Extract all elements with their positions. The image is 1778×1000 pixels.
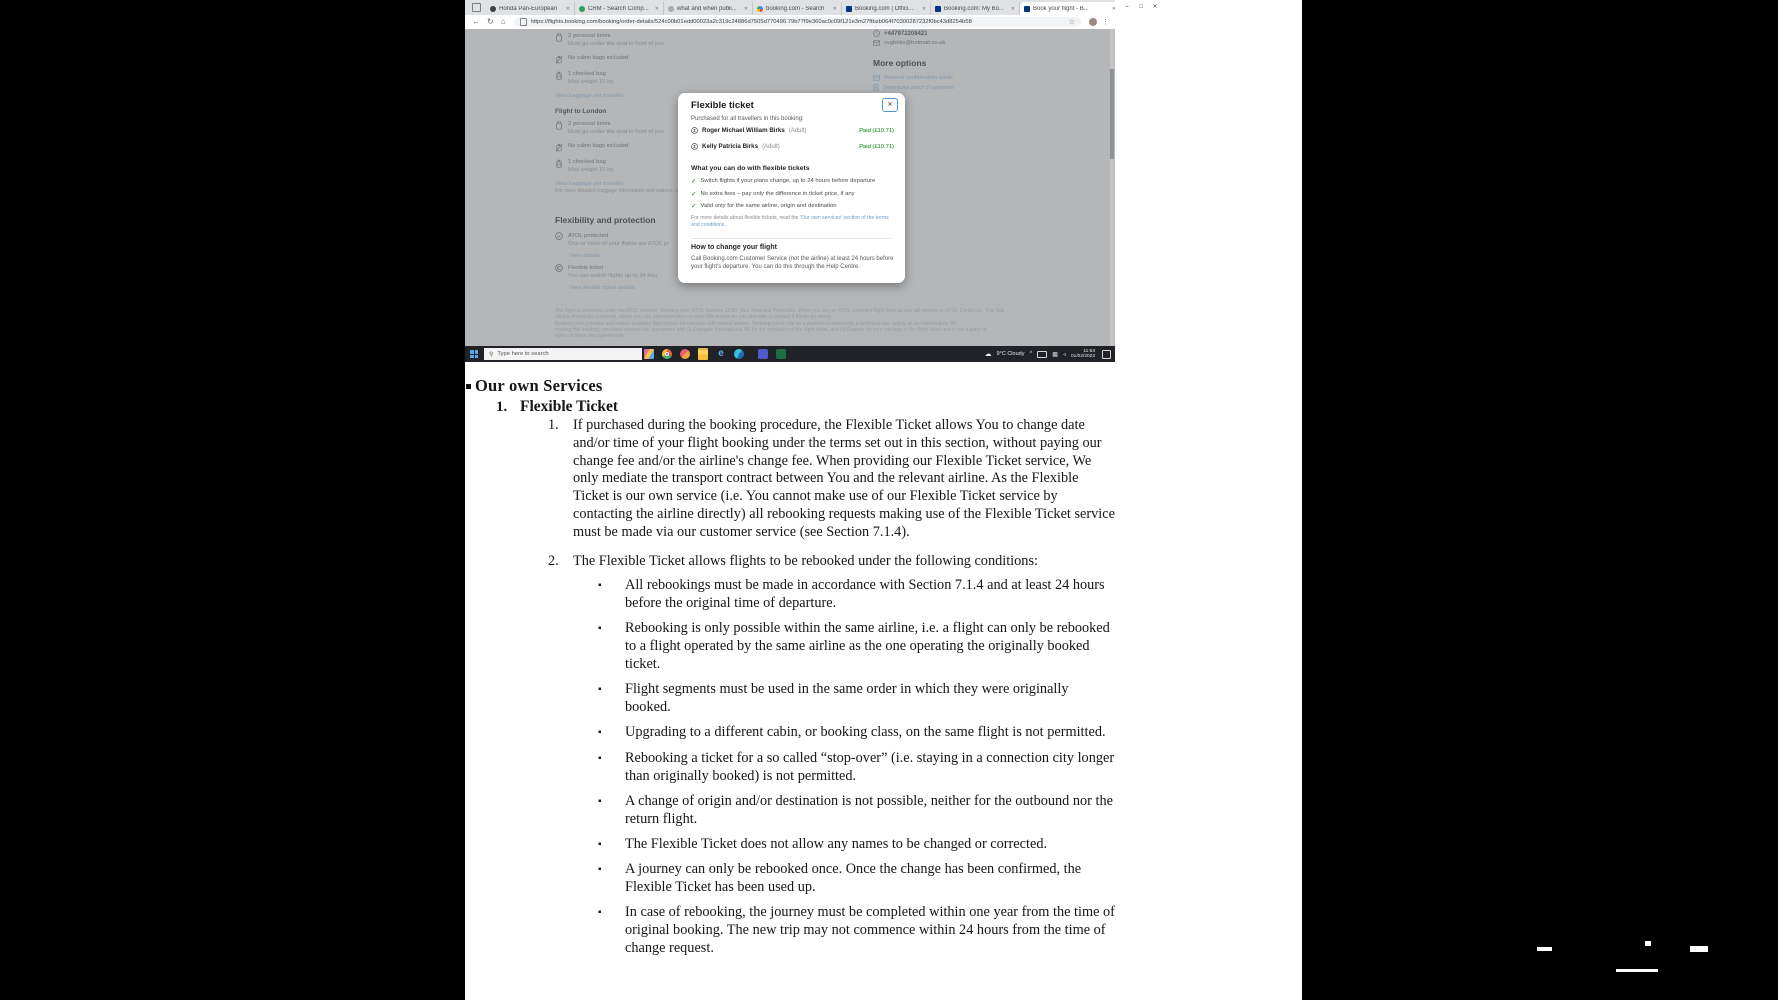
baggage-note: For more detailed baggage information and options, c bbox=[555, 188, 679, 194]
benefit-row bbox=[691, 203, 875, 210]
tab-label: Book your flight - B... bbox=[1033, 5, 1089, 12]
item-title: Flexible Ticket bbox=[520, 398, 619, 415]
action-center-icon[interactable] bbox=[1102, 350, 1111, 359]
bullet-marker: ▪ bbox=[598, 907, 602, 919]
close-button[interactable]: ✕ bbox=[1152, 4, 1158, 10]
network-icon[interactable]: ▩ bbox=[1052, 351, 1058, 358]
email-address: cvgbirks@hotmail.co.uk bbox=[884, 40, 946, 46]
traveller-row bbox=[691, 127, 894, 134]
view-baggage-link[interactable]: View baggage per traveller bbox=[555, 181, 624, 187]
windows-taskbar bbox=[465, 346, 1115, 362]
flex-ticket-icon bbox=[555, 264, 563, 280]
benefit-row bbox=[691, 191, 875, 198]
section-heading: Our own Services bbox=[475, 376, 603, 395]
bullet-marker: ▪ bbox=[598, 838, 602, 850]
browser-screenshot bbox=[465, 0, 1158, 362]
personal-item-icon bbox=[555, 121, 563, 136]
more-option-link[interactable]: Download proof of payment bbox=[883, 84, 954, 91]
receipt-icon bbox=[873, 84, 879, 91]
phone-number: +447972208421 bbox=[884, 30, 928, 37]
phone-row bbox=[873, 30, 1033, 37]
edge-taskbar-icon[interactable] bbox=[734, 349, 744, 359]
condition-text: Rebooking a ticket for a so called “stop-over” (i.e. staying in a connection city longer than originally booked) is not permitted. bbox=[625, 749, 1115, 784]
redaction-mark bbox=[1616, 969, 1658, 972]
tab-close-icon[interactable]: ✕ bbox=[921, 5, 926, 12]
redaction-mark bbox=[1690, 946, 1708, 952]
tab-close-icon[interactable]: ✕ bbox=[832, 5, 837, 12]
section-heading-row bbox=[466, 376, 1302, 396]
baggage-text bbox=[568, 32, 664, 48]
tab-close-icon[interactable]: ✕ bbox=[654, 5, 659, 12]
envelope-icon bbox=[873, 75, 880, 81]
traveller-name: Kelly Patricia Birks bbox=[702, 143, 759, 150]
bullet-marker: ▪ bbox=[598, 684, 602, 696]
condition-bullet bbox=[598, 750, 1302, 786]
condition-bullet bbox=[598, 793, 1302, 829]
no-cabin-bag-icon bbox=[555, 143, 563, 152]
condition-bullet bbox=[598, 861, 1302, 897]
traveller-row bbox=[691, 143, 894, 150]
how-body: Call Booking.com Customer Service (not the airline) at least 24 hours before your flight's departure. You can do this through the Help Centre. bbox=[691, 256, 894, 270]
condition-bullet bbox=[598, 620, 1302, 673]
refresh-icon[interactable]: ↻ bbox=[487, 17, 494, 26]
tray-chevron-icon[interactable]: ^ bbox=[1029, 351, 1033, 357]
bullet-marker: ▪ bbox=[598, 623, 602, 635]
more-option-row bbox=[873, 84, 1033, 91]
profile-avatar[interactable] bbox=[1089, 18, 1097, 26]
terms-paragraph-2 bbox=[548, 553, 1302, 571]
paid-amount: Paid (£10.71) bbox=[859, 127, 894, 134]
bullet-marker: ▪ bbox=[598, 795, 602, 807]
fine-print-line: Booking.com provides and makes available flight tickets for carriage with named airlines. Booking.com's role as a platform is essentially a technical one, acting as an intermediary. By bbox=[555, 320, 957, 327]
person-icon bbox=[691, 127, 698, 134]
condition-bullet bbox=[598, 836, 1302, 854]
contact-column bbox=[873, 30, 1033, 94]
dialog-intro: Purchased for all travellers in this booking: bbox=[691, 116, 804, 122]
more-options-heading: More options bbox=[873, 58, 927, 68]
tab-label: CRM - Search Comp... bbox=[588, 5, 649, 12]
file-explorer-taskbar-icon[interactable] bbox=[698, 348, 708, 360]
baggage-text bbox=[568, 158, 613, 174]
weather-text[interactable]: 9°C Cloudy bbox=[996, 351, 1025, 357]
check-icon: ✓ bbox=[691, 190, 697, 198]
baggage-title: 1 checked bag bbox=[568, 71, 606, 77]
baggage-title: 2 personal items bbox=[568, 33, 611, 39]
baggage-text bbox=[568, 120, 664, 136]
baggage-subtitle: Max weight 10 kg bbox=[568, 79, 614, 85]
traveller-type: (Adult) bbox=[762, 143, 780, 150]
address-bar[interactable] bbox=[514, 17, 1081, 27]
conditions-list bbox=[598, 577, 1302, 957]
dialog-note bbox=[691, 215, 891, 228]
baggage-title: No cabin bags included bbox=[568, 143, 629, 149]
browser-tab-6[interactable] bbox=[931, 2, 1020, 15]
baggage-text bbox=[568, 142, 628, 152]
bullet-marker: ▪ bbox=[598, 864, 602, 876]
bullet-marker: ▪ bbox=[598, 727, 602, 739]
traveller-type: (Adult) bbox=[788, 127, 807, 134]
baggage-text bbox=[568, 70, 613, 86]
tab-favicon bbox=[490, 6, 496, 12]
tab-label: what and when publi... bbox=[677, 5, 737, 12]
taskbar-search[interactable] bbox=[484, 348, 642, 360]
clock-date: 01/02/2023 bbox=[1070, 354, 1095, 359]
browser-viewport bbox=[465, 29, 1115, 346]
fine-print-line: what is financially protected, where you can get information on what this means for you and who to contact if things go wrong. bbox=[555, 314, 833, 321]
maximize-button[interactable]: □ bbox=[1139, 4, 1143, 10]
home-icon[interactable]: ⌂ bbox=[500, 17, 506, 26]
fine-print-line: making this booking, you have entered into agreement with (i) Gotogate International AB for the mediation of the flight ticket, and (ii) Ryanair for your carriage of the flight ticket and is not a party to bbox=[555, 326, 987, 333]
back-icon[interactable]: ← bbox=[472, 17, 480, 26]
tab-favicon bbox=[846, 6, 852, 12]
shield-check-icon bbox=[555, 232, 563, 248]
browser-tab-5[interactable] bbox=[842, 2, 931, 15]
paragraph-number: 1. bbox=[548, 417, 559, 433]
condition-text: Flight segments must be used in the same order in which they were originally booked. bbox=[625, 681, 1069, 716]
check-icon: ✓ bbox=[691, 203, 697, 210]
paid-amount: Paid (£10.71) bbox=[859, 143, 894, 150]
phone-icon bbox=[873, 30, 880, 37]
condition-text: In case of rebooking, the journey must be completed within one year from the time of original booking. The new trip may not commence within 24 hours from the time of change request. bbox=[625, 904, 1115, 956]
item-number: 1. bbox=[496, 399, 508, 415]
traveller-list bbox=[691, 127, 894, 159]
checked-bag-icon bbox=[555, 159, 563, 174]
benefit-text: Switch flights if your plans change, up to 24 hours before departure bbox=[700, 178, 876, 184]
how-heading: How to change your flight bbox=[691, 244, 777, 251]
flexibility-text bbox=[568, 232, 669, 248]
no-cabin-bag-icon bbox=[555, 55, 563, 64]
baggage-text bbox=[568, 54, 628, 64]
baggage-subtitle: Must go under the seat in front of you bbox=[568, 41, 665, 47]
browser-toolbar bbox=[465, 15, 1115, 29]
start-button-icon[interactable] bbox=[470, 350, 478, 358]
clock-time: 11:53 bbox=[1083, 348, 1095, 354]
browser-tab-4[interactable] bbox=[753, 2, 842, 15]
scrollbar-thumb[interactable] bbox=[1110, 69, 1114, 159]
more-option-row bbox=[873, 75, 1033, 81]
browser-tab-3[interactable] bbox=[664, 2, 753, 15]
numbered-item-flexible-ticket bbox=[496, 398, 1302, 416]
tab-favicon bbox=[1024, 6, 1030, 12]
search-placeholder: Type here to search bbox=[497, 351, 549, 357]
baggage-title: 2 personal items bbox=[568, 121, 611, 127]
note-text: For more details about flexible tickets, read the bbox=[691, 215, 800, 221]
search-icon: ⚲ bbox=[489, 351, 494, 358]
condition-bullet bbox=[598, 681, 1302, 717]
search-highlight-icon[interactable] bbox=[644, 349, 654, 359]
more-option-link[interactable]: Resend confirmation email bbox=[884, 75, 953, 81]
bullet-marker: ▪ bbox=[598, 752, 602, 764]
flexibility-link[interactable]: View details bbox=[569, 253, 600, 259]
tab-search-icon[interactable] bbox=[472, 3, 481, 12]
fine-print-line: either of these two agreements. bbox=[555, 333, 626, 340]
condition-text: The Flexible Ticket does not allow any names to be changed or corrected. bbox=[625, 835, 1048, 852]
email-row bbox=[873, 40, 1033, 46]
check-icon: ✓ bbox=[691, 178, 697, 185]
tab-close-icon[interactable]: ✕ bbox=[565, 5, 570, 12]
flexibility-heading: Flexibility and protection bbox=[555, 215, 656, 225]
terms-link[interactable]: 'Our own services' section of the terms and conditions. bbox=[691, 215, 889, 228]
weather-icon[interactable]: ☁ bbox=[984, 351, 992, 358]
baggage-row bbox=[555, 32, 705, 48]
heading-bullet-marker bbox=[466, 384, 471, 389]
flexibility-title: Flexible ticket bbox=[568, 265, 604, 271]
flight-section-1 bbox=[555, 32, 705, 100]
flexible-ticket-dialog bbox=[678, 93, 905, 283]
paragraph-number: 2. bbox=[548, 552, 559, 569]
tab-label: booking.com - Search bbox=[766, 5, 825, 12]
condition-text: Rebooking is only possible within the same airline, i.e. a flight can only be rebooked to a flight operated by the same airline as the one operating the originally booked ticket. bbox=[625, 620, 1110, 673]
dialog-title: Flexible ticket bbox=[691, 100, 754, 111]
baggage-row bbox=[555, 70, 705, 86]
flexibility-desc: One or more of your flights are ATOL pr bbox=[568, 241, 670, 247]
benefit-text: Valid only for the same airline, origin and destination bbox=[700, 203, 837, 209]
person-icon bbox=[691, 143, 698, 150]
tab-label: Honda Pan-European bbox=[499, 5, 558, 12]
personal-item-icon bbox=[555, 33, 563, 48]
page-info-icon[interactable] bbox=[520, 18, 527, 26]
checked-bag-icon bbox=[555, 71, 563, 86]
baggage-row bbox=[555, 54, 705, 64]
tab-close-icon[interactable]: ✕ bbox=[1010, 5, 1015, 12]
divider bbox=[691, 238, 892, 239]
flexibility-link[interactable]: View flexible ticket details bbox=[569, 285, 635, 291]
baggage-title: 1 checked bag bbox=[568, 159, 606, 165]
baggage-subtitle: Must go under the seat in front of you bbox=[568, 129, 665, 135]
atol-fine-print bbox=[555, 308, 1020, 339]
condition-text: All rebookings must be made in accordance with Section 7.1.4 and at least 24 hours before the original time of departure. bbox=[625, 577, 1105, 612]
tab-close-icon[interactable]: ✕ bbox=[743, 5, 748, 12]
paragraph-text: The Flexible Ticket allows flights to be rebooked under the following conditions: bbox=[573, 552, 1038, 569]
battery-icon[interactable] bbox=[1037, 351, 1047, 358]
tab-label: Booking.com | Offici... bbox=[855, 5, 914, 12]
window-controls bbox=[1120, 0, 1162, 15]
terms-document bbox=[465, 376, 1302, 965]
photos-taskbar-icon[interactable] bbox=[680, 349, 690, 359]
close-icon[interactable]: ✕ bbox=[882, 98, 898, 112]
tab-close-icon[interactable]: ✕ bbox=[1111, 5, 1116, 12]
flexibility-text bbox=[568, 264, 657, 280]
tab-strip bbox=[486, 2, 1120, 15]
benefit-row bbox=[691, 178, 875, 185]
condition-text: A journey can only be rebooked once. Once the change has been confirmed, the Flexible Ticket has been used up. bbox=[625, 861, 1082, 896]
browser-tab-1[interactable] bbox=[486, 2, 575, 15]
condition-text: A change of origin and/or destination is not possible, neither for the outbound nor the return flight. bbox=[625, 792, 1113, 827]
condition-bullet bbox=[598, 724, 1302, 742]
baggage-subtitle: Max weight 10 kg bbox=[568, 167, 614, 173]
document-page bbox=[465, 0, 1302, 1000]
condition-bullet bbox=[598, 577, 1302, 613]
what-heading: What you can do with flexible tickets bbox=[691, 165, 810, 172]
traveller-name: Roger Michael William Birks bbox=[702, 127, 785, 134]
baggage-title: No cabin bags included bbox=[568, 55, 629, 61]
condition-bullet bbox=[598, 904, 1302, 957]
excel-taskbar-icon[interactable] bbox=[776, 349, 786, 359]
minimize-button[interactable]: – bbox=[1125, 4, 1129, 10]
teams-taskbar-icon[interactable] bbox=[758, 349, 768, 359]
system-tray bbox=[985, 349, 1115, 359]
taskbar-clock[interactable] bbox=[1071, 349, 1095, 359]
tab-favicon bbox=[579, 6, 585, 12]
flexibility-desc: You can switch flights up to 24 hou bbox=[568, 273, 658, 279]
tab-favicon bbox=[935, 6, 941, 12]
redaction-mark bbox=[1537, 947, 1552, 951]
browser-tab-bar bbox=[465, 0, 1158, 15]
bullet-marker: ▪ bbox=[598, 580, 602, 592]
tab-favicon bbox=[757, 6, 763, 12]
bookmark-star-icon[interactable]: ☆ bbox=[1068, 19, 1075, 26]
chrome-taskbar-icon[interactable] bbox=[662, 349, 672, 359]
redaction-mark bbox=[1645, 941, 1651, 946]
terms-paragraph-1 bbox=[548, 417, 1302, 542]
flight-section-heading: Flight to London bbox=[555, 108, 607, 115]
paragraph-text: If purchased during the booking procedure, the Flexible Ticket allows You to change date and/or time of your flight booking under the terms set out in this section, without paying our change fee and/or the airline's change fee. When providing our Flexible Ticket service, We only mediate the transport contract between You and the relevant airline. As the Flexible Ticket is our own service (i.e. You cannot make use of our Flexible Ticket service by contacting the airline directly) all rebooking requests making use of the Flexible Ticket service must be made via our customer service (see Section 7.1.4). bbox=[573, 417, 1115, 540]
tab-favicon bbox=[668, 6, 674, 12]
benefits-list bbox=[691, 178, 875, 216]
flexibility-title: ATOL protected bbox=[568, 233, 609, 239]
browser-menu-icon[interactable]: ⋮ bbox=[1102, 19, 1109, 26]
browser-tab-2[interactable] bbox=[575, 2, 664, 15]
browser-tab-7[interactable] bbox=[1020, 2, 1120, 15]
internet-explorer-taskbar-icon[interactable]: e bbox=[718, 348, 724, 359]
speaker-icon[interactable]: ◃ bbox=[1062, 351, 1066, 358]
view-baggage-link[interactable]: View baggage per traveller bbox=[555, 93, 624, 99]
scrollbar[interactable] bbox=[1110, 29, 1114, 346]
condition-text: Upgrading to a different cabin, or booking class, on the same flight is not permitted. bbox=[625, 724, 1106, 741]
benefit-text: No extra fees – pay only the difference in ticket price, if any bbox=[700, 190, 855, 197]
envelope-icon bbox=[873, 40, 880, 46]
tab-label: Booking.com: My Bo... bbox=[944, 5, 1005, 12]
fine-print-line: The flight is protected under the ATOL scheme. Booking.com, ATOL Number 11967 Your Financial Protection. When you buy an ATOL protected flight from us you will receive an ATOL Certificate. This lists bbox=[555, 308, 1005, 314]
url-text[interactable]: https://flights.booking.com/booking/order-details/524c00b01edd00023a2c319c24886d7505d770496.79b77f9e360ac0c09f121e3m27ftbzb064f70300287232f0bc43d8254b58 bbox=[530, 19, 972, 25]
